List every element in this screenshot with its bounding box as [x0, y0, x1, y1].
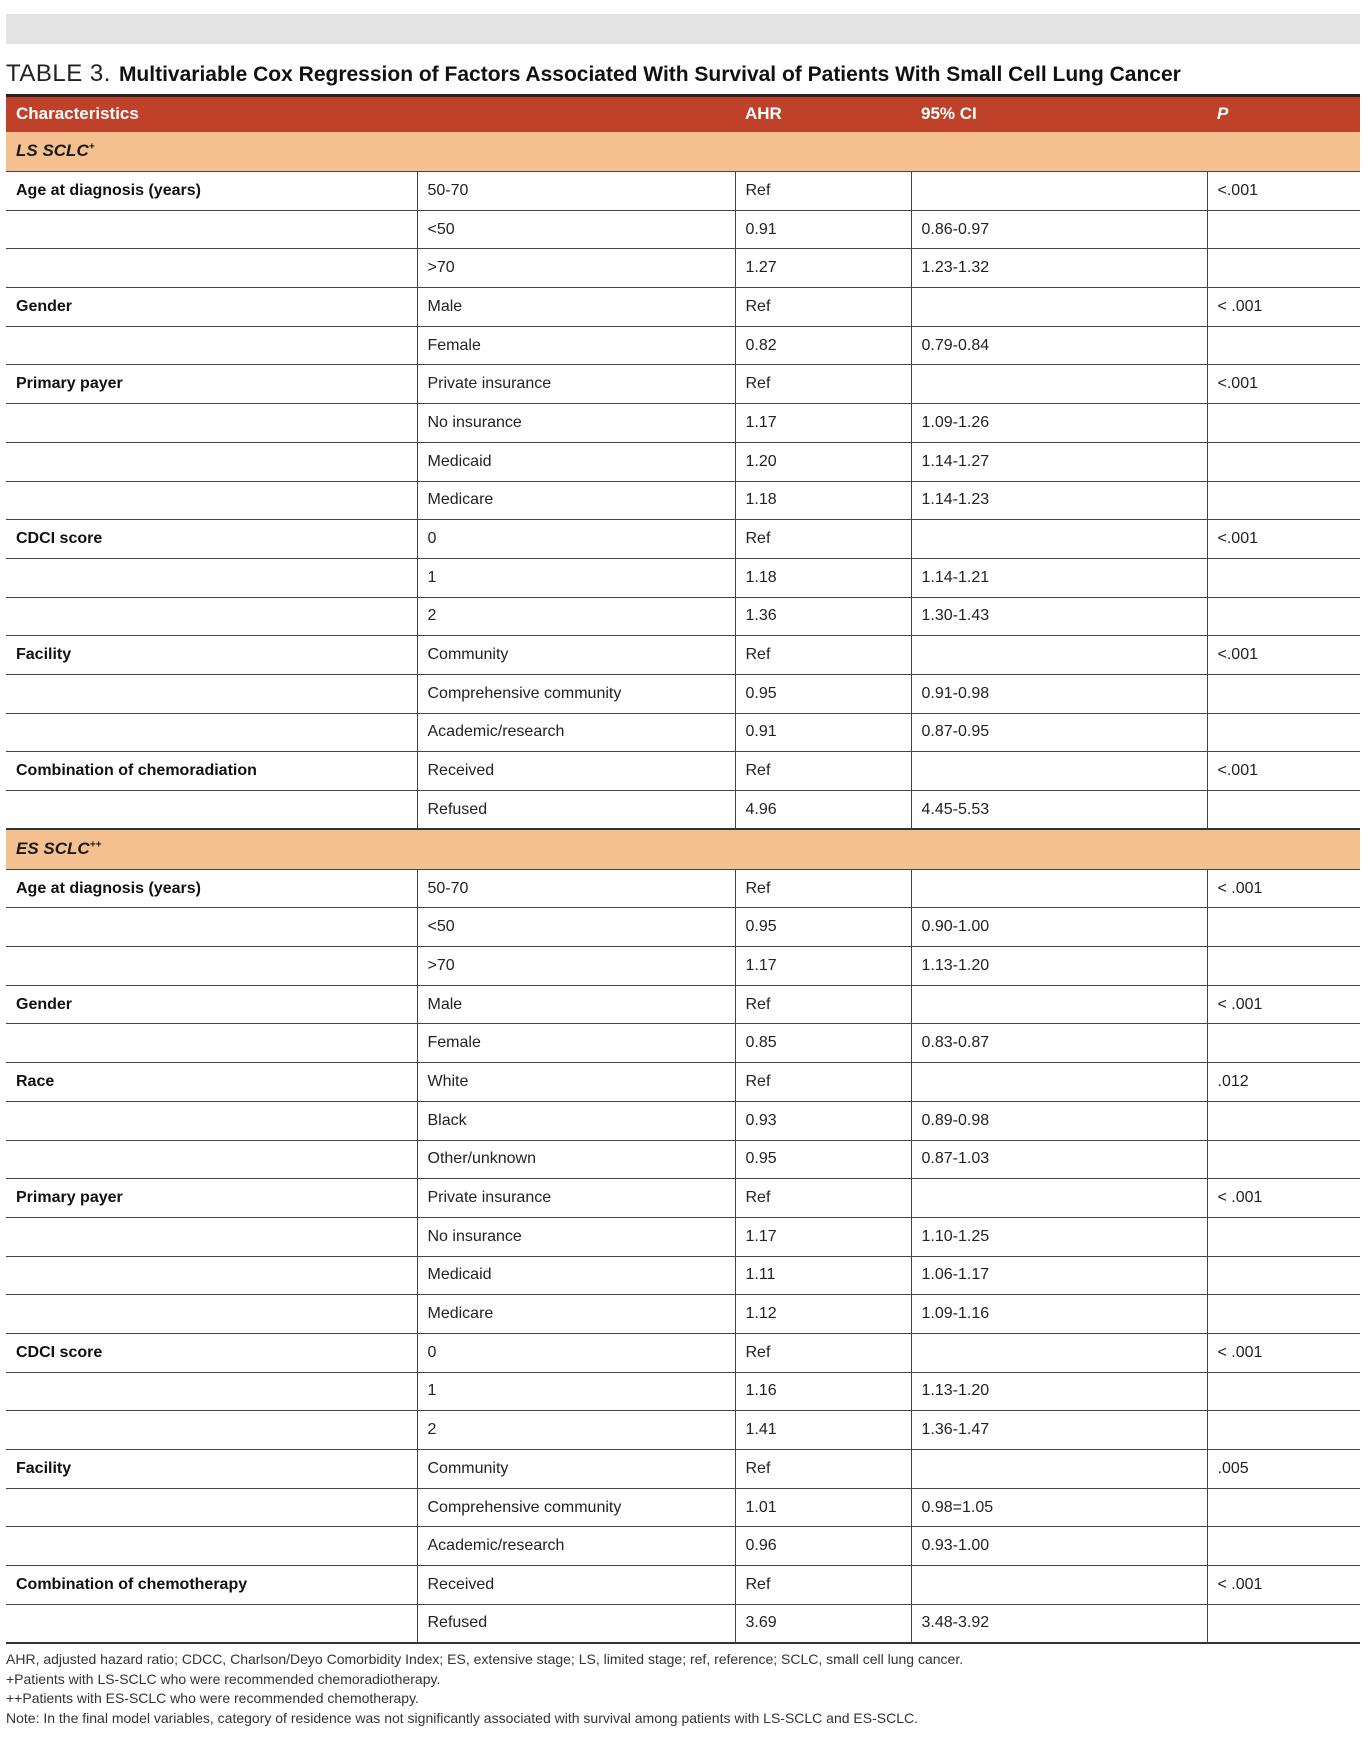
table-row	[6, 713, 1360, 752]
cell-p: < .001	[1207, 985, 1360, 1024]
cell-ci: 3.48-3.92	[911, 1604, 1207, 1643]
cell-ci: 0.90-1.00	[911, 908, 1207, 947]
cell-ahr: Ref	[735, 1450, 911, 1489]
cell-ahr: 1.17	[735, 947, 911, 986]
cell-characteristic	[6, 674, 417, 713]
cell-category: Other/unknown	[417, 1140, 735, 1179]
table-row	[6, 442, 1360, 481]
cell-p	[1207, 1217, 1360, 1256]
table-row	[6, 1488, 1360, 1527]
cell-category: Academic/research	[417, 713, 735, 752]
cell-ahr: Ref	[735, 985, 911, 1024]
cell-ci: 1.06-1.17	[911, 1256, 1207, 1295]
cell-ahr: 0.82	[735, 326, 911, 365]
section-mark: ++	[89, 839, 102, 851]
cell-ahr: Ref	[735, 636, 911, 675]
cell-ahr: Ref	[735, 520, 911, 559]
cell-ahr: 1.20	[735, 442, 911, 481]
cell-ci: 0.98=1.05	[911, 1488, 1207, 1527]
cell-ahr: 1.41	[735, 1411, 911, 1450]
cell-ci	[911, 636, 1207, 675]
cell-ahr: Ref	[735, 1566, 911, 1605]
cell-p: <.001	[1207, 172, 1360, 211]
cell-p	[1207, 713, 1360, 752]
cell-ahr: 0.85	[735, 1024, 911, 1063]
cell-p: <.001	[1207, 365, 1360, 404]
cell-category: 2	[417, 597, 735, 636]
table-row	[6, 288, 1360, 327]
cell-ci	[911, 985, 1207, 1024]
cell-p	[1207, 442, 1360, 481]
table-title: Multivariable Cox Regression of Factors Associated With Survival of Patients With Small Cell Lung Cancer	[118, 63, 1181, 86]
cell-characteristic: Primary payer	[6, 365, 417, 404]
cell-characteristic	[6, 1101, 417, 1140]
table-row	[6, 636, 1360, 675]
table-label: TABLE 3.	[6, 60, 111, 87]
cell-category: 1	[417, 1372, 735, 1411]
cell-characteristic	[6, 404, 417, 443]
cell-ahr: 0.96	[735, 1527, 911, 1566]
header-category	[417, 96, 735, 132]
regression-table	[6, 94, 1360, 1644]
cell-ahr: Ref	[735, 1063, 911, 1102]
table-row	[6, 558, 1360, 597]
cell-characteristic	[6, 1295, 417, 1334]
table-row	[6, 1101, 1360, 1140]
cell-characteristic	[6, 791, 417, 830]
table-body	[6, 132, 1360, 1643]
cell-p	[1207, 210, 1360, 249]
table-row	[6, 520, 1360, 559]
cell-p	[1207, 674, 1360, 713]
cell-p: < .001	[1207, 869, 1360, 908]
cell-ci	[911, 1063, 1207, 1102]
table-row	[6, 1450, 1360, 1489]
cell-category: Received	[417, 752, 735, 791]
cell-p	[1207, 791, 1360, 830]
cell-characteristic	[6, 713, 417, 752]
cell-p: < .001	[1207, 1566, 1360, 1605]
cell-ci: 0.83-0.87	[911, 1024, 1207, 1063]
table-row	[6, 597, 1360, 636]
cell-p: .012	[1207, 1063, 1360, 1102]
footnotes	[6, 1650, 1360, 1728]
cell-category: Refused	[417, 791, 735, 830]
cell-category: Male	[417, 288, 735, 327]
cell-ci: 1.36-1.47	[911, 1411, 1207, 1450]
table-row	[6, 1604, 1360, 1643]
cell-characteristic: Facility	[6, 1450, 417, 1489]
cell-p	[1207, 947, 1360, 986]
header-ahr: AHR	[745, 104, 782, 124]
table-row	[6, 1295, 1360, 1334]
cell-p: <.001	[1207, 752, 1360, 791]
cell-ahr: 0.91	[735, 210, 911, 249]
table-row	[6, 481, 1360, 520]
cell-category: Private insurance	[417, 365, 735, 404]
cell-ahr: 1.18	[735, 481, 911, 520]
cell-p	[1207, 597, 1360, 636]
cell-characteristic	[6, 597, 417, 636]
cell-p	[1207, 908, 1360, 947]
cell-characteristic	[6, 1217, 417, 1256]
cell-p: <.001	[1207, 636, 1360, 675]
cell-ci: 0.93-1.00	[911, 1527, 1207, 1566]
cell-ci	[911, 520, 1207, 559]
table-row	[6, 172, 1360, 211]
cell-p	[1207, 1024, 1360, 1063]
cell-characteristic: Facility	[6, 636, 417, 675]
cell-p	[1207, 1101, 1360, 1140]
cell-ci	[911, 288, 1207, 327]
cell-ci: 1.14-1.27	[911, 442, 1207, 481]
section-mark: +	[88, 141, 95, 153]
cell-p	[1207, 326, 1360, 365]
table-row	[6, 791, 1360, 830]
cell-characteristic	[6, 1527, 417, 1566]
cell-characteristic	[6, 249, 417, 288]
cell-category: <50	[417, 210, 735, 249]
cell-ahr: 1.36	[735, 597, 911, 636]
cell-ci: 1.10-1.25	[911, 1217, 1207, 1256]
cell-category: Medicaid	[417, 1256, 735, 1295]
cell-ahr: 0.95	[735, 1140, 911, 1179]
cell-ci	[911, 1179, 1207, 1218]
cell-characteristic	[6, 908, 417, 947]
cell-ci	[911, 1566, 1207, 1605]
footnote-abbreviations: AHR, adjusted hazard ratio; CDCC, Charlson/Deyo Comorbidity Index; ES, extensive stage; LS, limited stage; ref, reference; SCLC, small cell lung cancer.	[6, 1651, 964, 1667]
cell-ahr: 1.18	[735, 558, 911, 597]
cell-ahr: 0.91	[735, 713, 911, 752]
cell-p	[1207, 1488, 1360, 1527]
cell-category: Community	[417, 636, 735, 675]
cell-ahr: Ref	[735, 869, 911, 908]
cell-characteristic: Age at diagnosis (years)	[16, 181, 201, 199]
cell-ci: 0.87-0.95	[911, 713, 1207, 752]
cell-characteristic	[6, 1604, 417, 1643]
cell-p: <.001	[1207, 520, 1360, 559]
cell-ci: 1.30-1.43	[911, 597, 1207, 636]
cell-ci	[911, 752, 1207, 791]
cell-category: Comprehensive community	[417, 1488, 735, 1527]
cell-ci: 0.86-0.97	[911, 210, 1207, 249]
cell-ci	[911, 1333, 1207, 1372]
cell-characteristic	[6, 1372, 417, 1411]
cell-characteristic	[6, 1024, 417, 1063]
cell-category: <50	[417, 908, 735, 947]
cell-category: Female	[417, 1024, 735, 1063]
cell-p	[1207, 1372, 1360, 1411]
cell-ahr: 1.27	[735, 249, 911, 288]
cell-category: Received	[417, 1566, 735, 1605]
cell-ahr: 0.95	[735, 908, 911, 947]
header-p: P	[1217, 104, 1229, 124]
cell-ahr: 0.93	[735, 1101, 911, 1140]
cell-characteristic: Gender	[6, 288, 417, 327]
cell-characteristic: Gender	[6, 985, 417, 1024]
section-header	[6, 829, 1360, 869]
cell-ahr: 3.69	[735, 1604, 911, 1643]
footnote-es: ++Patients with ES-SCLC who were recommended chemotherapy.	[6, 1690, 419, 1706]
top-banner-bar	[6, 14, 1360, 44]
cell-ahr: Ref	[735, 288, 911, 327]
cell-p	[1207, 558, 1360, 597]
cell-category: Private insurance	[417, 1179, 735, 1218]
cell-characteristic: Race	[6, 1063, 417, 1102]
cell-category: White	[417, 1063, 735, 1102]
table-row	[6, 210, 1360, 249]
cell-ci: 4.45-5.53	[911, 791, 1207, 830]
cell-characteristic: Combination of chemotherapy	[6, 1566, 417, 1605]
cell-characteristic	[6, 1411, 417, 1450]
table-row	[6, 1179, 1360, 1218]
table-row	[6, 1217, 1360, 1256]
cell-p	[1207, 1604, 1360, 1643]
cell-category: Medicare	[417, 481, 735, 520]
cell-ci: 1.09-1.16	[911, 1295, 1207, 1334]
cell-ci: 1.23-1.32	[911, 249, 1207, 288]
table-row	[6, 1527, 1360, 1566]
table-row	[6, 985, 1360, 1024]
table-row	[6, 365, 1360, 404]
section-row	[6, 132, 1360, 172]
table-row	[6, 908, 1360, 947]
cell-ahr: Ref	[735, 172, 911, 211]
section-row	[6, 829, 1360, 869]
table-row	[6, 1256, 1360, 1295]
cell-p: .005	[1207, 1450, 1360, 1489]
cell-p	[1207, 404, 1360, 443]
cell-ahr: 1.01	[735, 1488, 911, 1527]
cell-ci: 0.89-0.98	[911, 1101, 1207, 1140]
cell-ahr: 1.11	[735, 1256, 911, 1295]
table-row	[6, 404, 1360, 443]
cell-category: 50-70	[417, 172, 735, 211]
cell-category: 1	[417, 558, 735, 597]
table-row	[6, 1566, 1360, 1605]
cell-ci	[911, 172, 1207, 211]
cell-characteristic: CDCI score	[6, 1333, 417, 1372]
cell-ahr: Ref	[735, 1179, 911, 1218]
cell-category: 2	[417, 1411, 735, 1450]
cell-category: 0	[417, 520, 735, 559]
cell-characteristic	[6, 558, 417, 597]
table-row	[6, 752, 1360, 791]
cell-category: 0	[417, 1333, 735, 1372]
table-row	[6, 869, 1360, 908]
cell-category: Comprehensive community	[417, 674, 735, 713]
cell-ahr: 1.12	[735, 1295, 911, 1334]
cell-p: < .001	[1207, 288, 1360, 327]
cell-ahr: 1.17	[735, 404, 911, 443]
cell-ci: 1.14-1.21	[911, 558, 1207, 597]
cell-ci: 0.79-0.84	[911, 326, 1207, 365]
table-row	[6, 249, 1360, 288]
cell-p	[1207, 1140, 1360, 1179]
cell-category: Male	[417, 985, 735, 1024]
cell-ci	[911, 365, 1207, 404]
cell-ci: 1.13-1.20	[911, 1372, 1207, 1411]
cell-category: 50-70	[417, 869, 735, 908]
cell-category: Medicare	[417, 1295, 735, 1334]
cell-characteristic	[6, 442, 417, 481]
cell-category: >70	[417, 947, 735, 986]
cell-category: Female	[417, 326, 735, 365]
cell-ci: 1.14-1.23	[911, 481, 1207, 520]
table-row	[6, 1333, 1360, 1372]
cell-characteristic	[6, 1140, 417, 1179]
section-name: ES SCLC	[16, 839, 90, 859]
cell-ahr: 4.96	[735, 791, 911, 830]
cell-p	[1207, 1295, 1360, 1334]
cell-characteristic: Age at diagnosis (years)	[16, 879, 201, 897]
section-header	[6, 132, 1360, 172]
cell-ahr: 0.95	[735, 674, 911, 713]
cell-ci: 0.87-1.03	[911, 1140, 1207, 1179]
cell-ci: 1.13-1.20	[911, 947, 1207, 986]
section-name: LS SCLC	[16, 141, 89, 161]
cell-p	[1207, 249, 1360, 288]
cell-category: No insurance	[417, 404, 735, 443]
table-row	[6, 1140, 1360, 1179]
table-row	[6, 1411, 1360, 1450]
cell-category: >70	[417, 249, 735, 288]
cell-ahr: Ref	[735, 752, 911, 791]
cell-p	[1207, 1256, 1360, 1295]
cell-ahr: 1.16	[735, 1372, 911, 1411]
cell-p: < .001	[1207, 1179, 1360, 1218]
cell-category: No insurance	[417, 1217, 735, 1256]
cell-ahr: Ref	[735, 1333, 911, 1372]
cell-characteristic	[6, 326, 417, 365]
cell-category: Black	[417, 1101, 735, 1140]
cell-p	[1207, 481, 1360, 520]
cell-ci	[911, 1450, 1207, 1489]
table-row	[6, 674, 1360, 713]
cell-category: Refused	[417, 1604, 735, 1643]
cell-characteristic: Combination of chemoradiation	[6, 752, 417, 791]
table-row	[6, 1372, 1360, 1411]
cell-characteristic: CDCI score	[6, 520, 417, 559]
cell-characteristic	[6, 481, 417, 520]
header-characteristics: Characteristics	[16, 104, 139, 124]
cell-characteristic	[6, 1488, 417, 1527]
cell-characteristic	[6, 210, 417, 249]
footnote-note: Note: In the final model variables, category of residence was not significantly associated with survival among patients with LS-SCLC and ES-SCLC.	[6, 1709, 919, 1726]
table-row	[6, 1063, 1360, 1102]
header-ci: 95% CI	[921, 104, 977, 124]
cell-ci	[911, 869, 1207, 908]
cell-characteristic	[6, 947, 417, 986]
table-container	[6, 94, 1360, 1644]
table-row	[6, 947, 1360, 986]
cell-characteristic	[6, 1256, 417, 1295]
cell-ahr: Ref	[735, 365, 911, 404]
cell-p: < .001	[1207, 1333, 1360, 1372]
cell-ci: 0.91-0.98	[911, 674, 1207, 713]
cell-category: Community	[417, 1450, 735, 1489]
cell-ci: 1.09-1.26	[911, 404, 1207, 443]
cell-category: Medicaid	[417, 442, 735, 481]
header-row	[6, 96, 1360, 132]
footnote-ls: +Patients with LS-SCLC who were recommended chemoradiotherapy.	[6, 1670, 441, 1687]
table-row	[6, 1024, 1360, 1063]
cell-ahr: 1.17	[735, 1217, 911, 1256]
cell-characteristic: Primary payer	[6, 1179, 417, 1218]
table-row	[6, 326, 1360, 365]
table-caption	[6, 60, 1360, 92]
cell-p	[1207, 1527, 1360, 1566]
cell-p	[1207, 1411, 1360, 1450]
cell-category: Academic/research	[417, 1527, 735, 1566]
